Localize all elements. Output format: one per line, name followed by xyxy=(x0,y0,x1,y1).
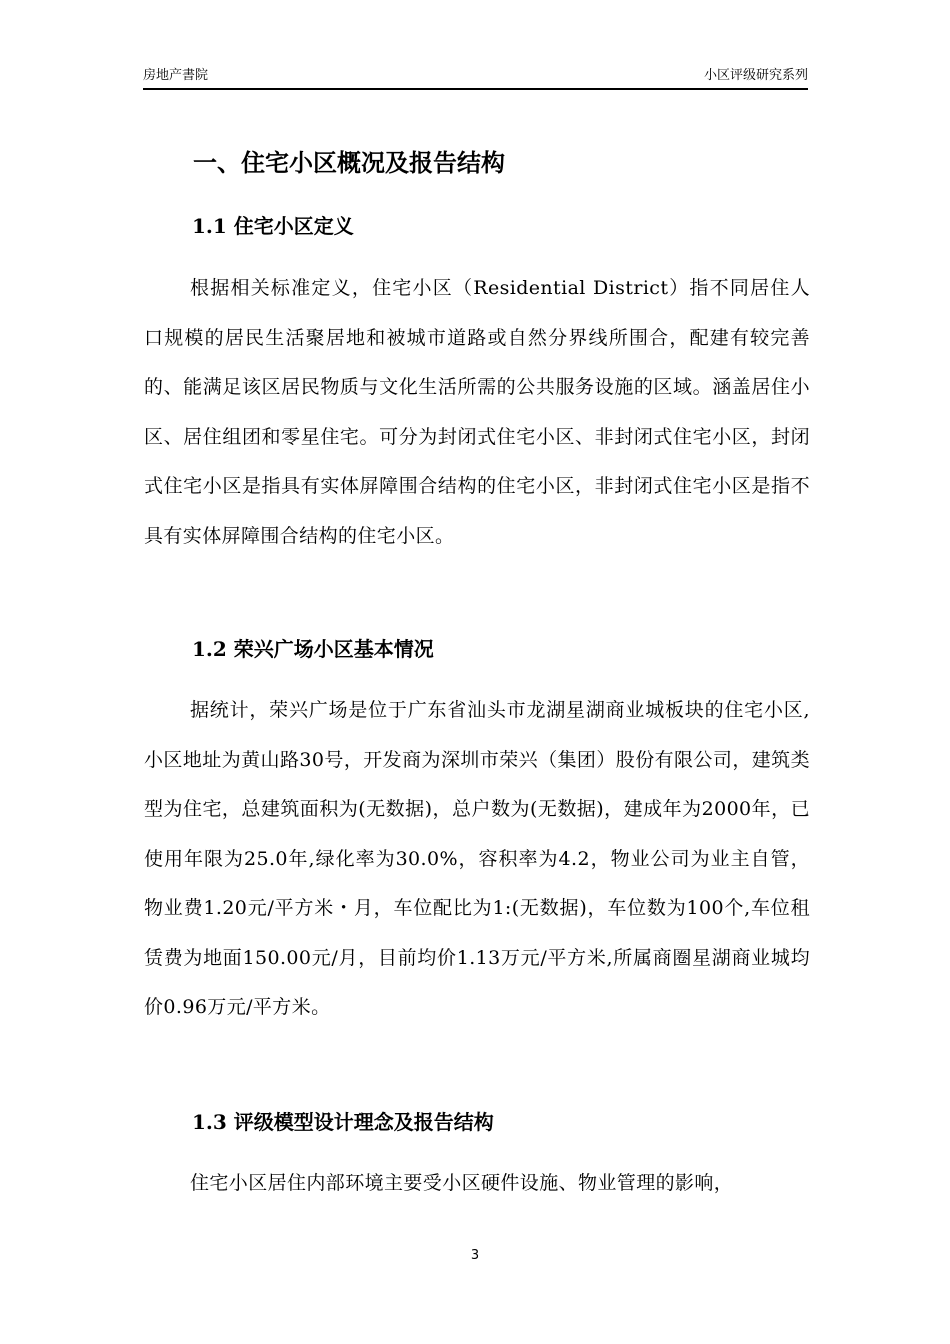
section-1-2-paragraph: 据统计，荣兴广场是位于广东省汕头市龙湖星湖商业城板块的住宅小区,小区地址为黄山路30号，开发商为深圳市荣兴（集团）股份有限公司，建筑类型为住宅，总建筑面积为(无数据)，总户数为(无数据)，建成年为2000年，已使用年限为25.0年,绿化率为30.0%，容积率为4.2，物业公司为业主自管，物业费1.20元/平方米・月，车位配比为1:(无数据)，车位数为100个,车位租赁费为地面150.00元/月，目前均价1.13万元/平方米,所属商圈星湖商业城均价0.96万元/平方米。 xyxy=(144,699,810,1018)
chapter-title: 一、住宅小区概况及报告结构 xyxy=(193,148,505,177)
page-header xyxy=(143,66,808,90)
page-number: 3 xyxy=(470,1248,480,1263)
section-title-1-1: 1.1 住宅小区定义 xyxy=(192,214,354,238)
header-series-title: 小区评级研究系列 xyxy=(703,68,808,83)
section-title-1-3: 1.3 评级模型设计理念及报告结构 xyxy=(192,1110,494,1134)
section-1-1-paragraph: 根据相关标准定义，住宅小区（Residential District）指不同居住人口规模的居民生活聚居地和被城市道路或自然分界线所围合，配建有较完善的、能满足该区居民物质与文化生活所需的公共服务设施的区域。涵盖居住小区、居住组团和零星住宅。可分为封闭式住宅小区、非封闭式住宅小区，封闭式住宅小区是指具有实体屏障围合结构的住宅小区，非封闭式住宅小区是指不具有实体屏障围合结构的住宅小区。 xyxy=(144,277,810,547)
header-publisher: 房地产書院 xyxy=(143,68,209,83)
section-1-3-paragraph: 住宅小区居住内部环境主要受小区硬件设施、物业管理的影响， xyxy=(190,1172,734,1194)
section-title-1-2: 1.2 荣兴广场小区基本情况 xyxy=(192,637,434,661)
